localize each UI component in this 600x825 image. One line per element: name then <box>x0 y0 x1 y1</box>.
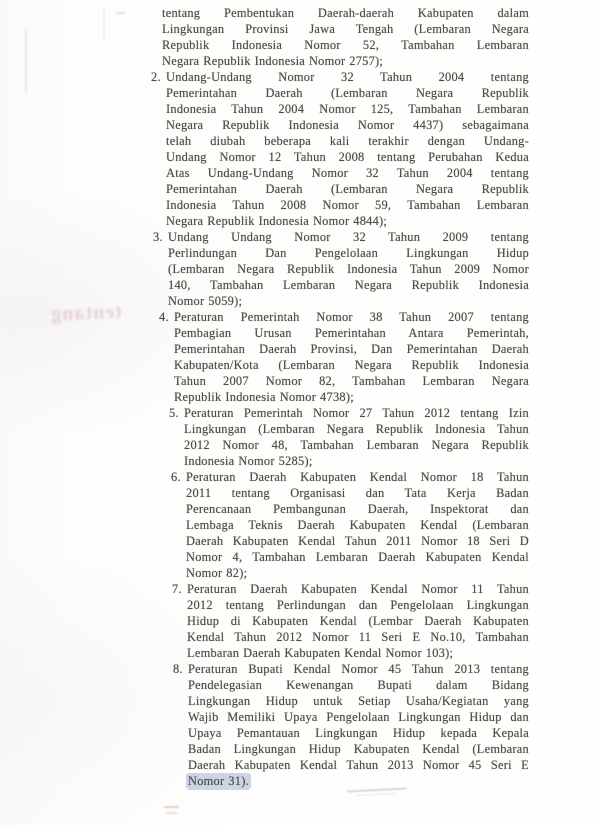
text-line: Indonesia Nomor 5285); <box>184 454 313 468</box>
text-line: Indonesia Tahun 2008 Nomor 59, Tambahan Lembaran <box>166 198 529 212</box>
text-line: Wajib Memiliki Upaya Pengelolaan Lingkungan Hidup dan <box>188 710 529 724</box>
text-line: (Lembaran Negara Republik Indonesia Tahun 2009 Nomor <box>168 262 529 276</box>
list-item <box>151 69 529 229</box>
text-line: telah diubah beberapa kali terakhir dengan Undang- <box>166 134 529 148</box>
text-line: Peraturan Daerah Kabupaten Kendal Nomor 11 Tahun <box>187 582 529 596</box>
text-line: 2011 tentang Organisasi dan Tata Kerja Badan <box>186 486 529 500</box>
list-item <box>172 581 529 661</box>
text-line: Perlindungan Dan Pengelolaan Lingkungan Hidup <box>168 246 529 260</box>
list-item <box>169 405 529 469</box>
list-item <box>173 661 529 789</box>
text-line: Lembaran Daerah Kabupaten Kendal Nomor 103); <box>187 646 454 660</box>
legal-reference-list <box>0 5 529 789</box>
text-line: Negara Republik Indonesia Nomor 2757); <box>162 54 384 68</box>
text-line: Indonesia Tahun 2004 Nomor 125, Tambahan Lembaran <box>166 102 529 116</box>
text-line: Hidup di Kabupaten Kendal (Lembar Daerah Kabupaten <box>187 614 529 628</box>
text-line: 140, Tambahan Lembaran Negara Republik Indonesia <box>168 278 529 292</box>
text-line: 2012 Nomor 48, Tambahan Lembaran Negara Republik <box>184 438 529 452</box>
text-line: Undang Undang Nomor 32 Tahun 2009 tentang <box>168 230 529 244</box>
list-item <box>171 469 529 581</box>
text-line: Undang Nomor 12 Tahun 2008 tentang Perubahan Kedua <box>166 150 529 164</box>
text-line: Daerah Kabupaten Kendal Tahun 2013 Nomor 45 Seri E <box>188 758 529 772</box>
item-number: 8. <box>173 662 183 676</box>
ink-smudge <box>166 812 177 814</box>
text-line: Tahun 2007 Nomor 82, Tambahan Lembaran Negara <box>174 374 529 388</box>
text-line: Kabupaten/Kota (Lembaran Negara Republik Indonesia <box>174 358 529 372</box>
text-line: Upaya Pemantauan Lingkungan Hidup kepada Kepala <box>188 726 529 740</box>
text-line <box>188 773 529 789</box>
text-line: Nomor 4, Tambahan Lembaran Daerah Kabupaten Kendal <box>186 550 529 564</box>
item-number: 2. <box>151 70 161 84</box>
text-line: Lembaga Teknis Daerah Kabupaten Kendal (Lembaran <box>186 518 529 532</box>
item-number: 5. <box>169 406 179 420</box>
text-line: Peraturan Bupati Kendal Nomor 45 Tahun 2013 tentang <box>188 662 529 676</box>
text-line: Lingkungan (Lembaran Negara Republik Indonesia Tahun <box>184 422 529 436</box>
item-number: 4. <box>159 310 169 324</box>
list-item <box>153 229 529 309</box>
text-line: Daerah Kabupaten Kendal Tahun 2011 Nomor 18 Seri D <box>186 534 529 548</box>
item-number: 3. <box>153 230 163 244</box>
list-item-continuation <box>162 5 529 69</box>
item-number: 7. <box>172 582 182 596</box>
text-line: Badan Lingkungan Hidup Kabupaten Kendal (Lembaran <box>188 742 529 756</box>
text-line: Lingkungan Provinsi Jawa Tengah (Lembaran Negara <box>162 22 529 36</box>
text-line: Lingkungan Hidup untuk Setiap Usaha/Kegiatan yang <box>188 694 529 708</box>
text-line: Perencanaan Pembangunan Daerah, Inspektorat dan <box>186 502 529 516</box>
text-line: Republik Indonesia Nomor 52, Tambahan Lembaran <box>162 38 529 52</box>
text-line: Pembagian Urusan Pemerintahan Antara Pemerintah, <box>174 326 529 340</box>
text-line: Peraturan Pemerintah Nomor 38 Tahun 2007 tentang <box>174 310 529 324</box>
text-line: Nomor 82); <box>186 566 248 580</box>
ink-bleed-mark: tentang <box>50 300 123 326</box>
text-line: Negara Republik Indonesia Nomor 4437) sebagaimana <box>166 118 529 132</box>
text-line: 2012 tentang Perlindungan dan Pengelolaan Lingkungan <box>187 598 529 612</box>
list-item <box>159 309 529 405</box>
text-line: Undang-Undang Nomor 32 Tahun 2004 tentang <box>166 70 529 84</box>
text-line: Republik Indonesia Nomor 4738); <box>174 390 354 404</box>
text-line: Nomor 5059); <box>168 294 243 308</box>
faint-pencil-line <box>356 793 396 796</box>
text-line: Negara Republik Indonesia Nomor 4844); <box>166 214 388 228</box>
item-number: 6. <box>171 470 181 484</box>
text-line: Pemerintahan Daerah Provinsi, Dan Pemerintahan Daerah <box>174 342 529 356</box>
text-line: Pendelegasian Kewenangan Bupati dalam Bidang <box>188 678 529 692</box>
text-line: Peraturan Pemerintah Nomor 27 Tahun 2012 tentang Izin <box>184 406 529 420</box>
text-line: Kendal Tahun 2012 Nomor 11 Seri E No.10, Tambahan <box>187 630 529 644</box>
text-line: tentang Pembentukan Daerah-daerah Kabupaten dalam <box>162 6 529 20</box>
text-line: Peraturan Daerah Kabupaten Kendal Nomor 18 Tahun <box>186 470 529 484</box>
text-line: Pemerintahan Daerah (Lembaran Negara Republik <box>166 182 529 196</box>
text-line: Pemerintahan Daerah (Lembaran Negara Republik <box>166 86 529 100</box>
highlighted-text: Nomor 31). <box>188 774 249 788</box>
ink-smudge <box>164 806 179 808</box>
text-line: Atas Undang-Undang Nomor 32 Tahun 2004 tentang <box>166 166 529 180</box>
